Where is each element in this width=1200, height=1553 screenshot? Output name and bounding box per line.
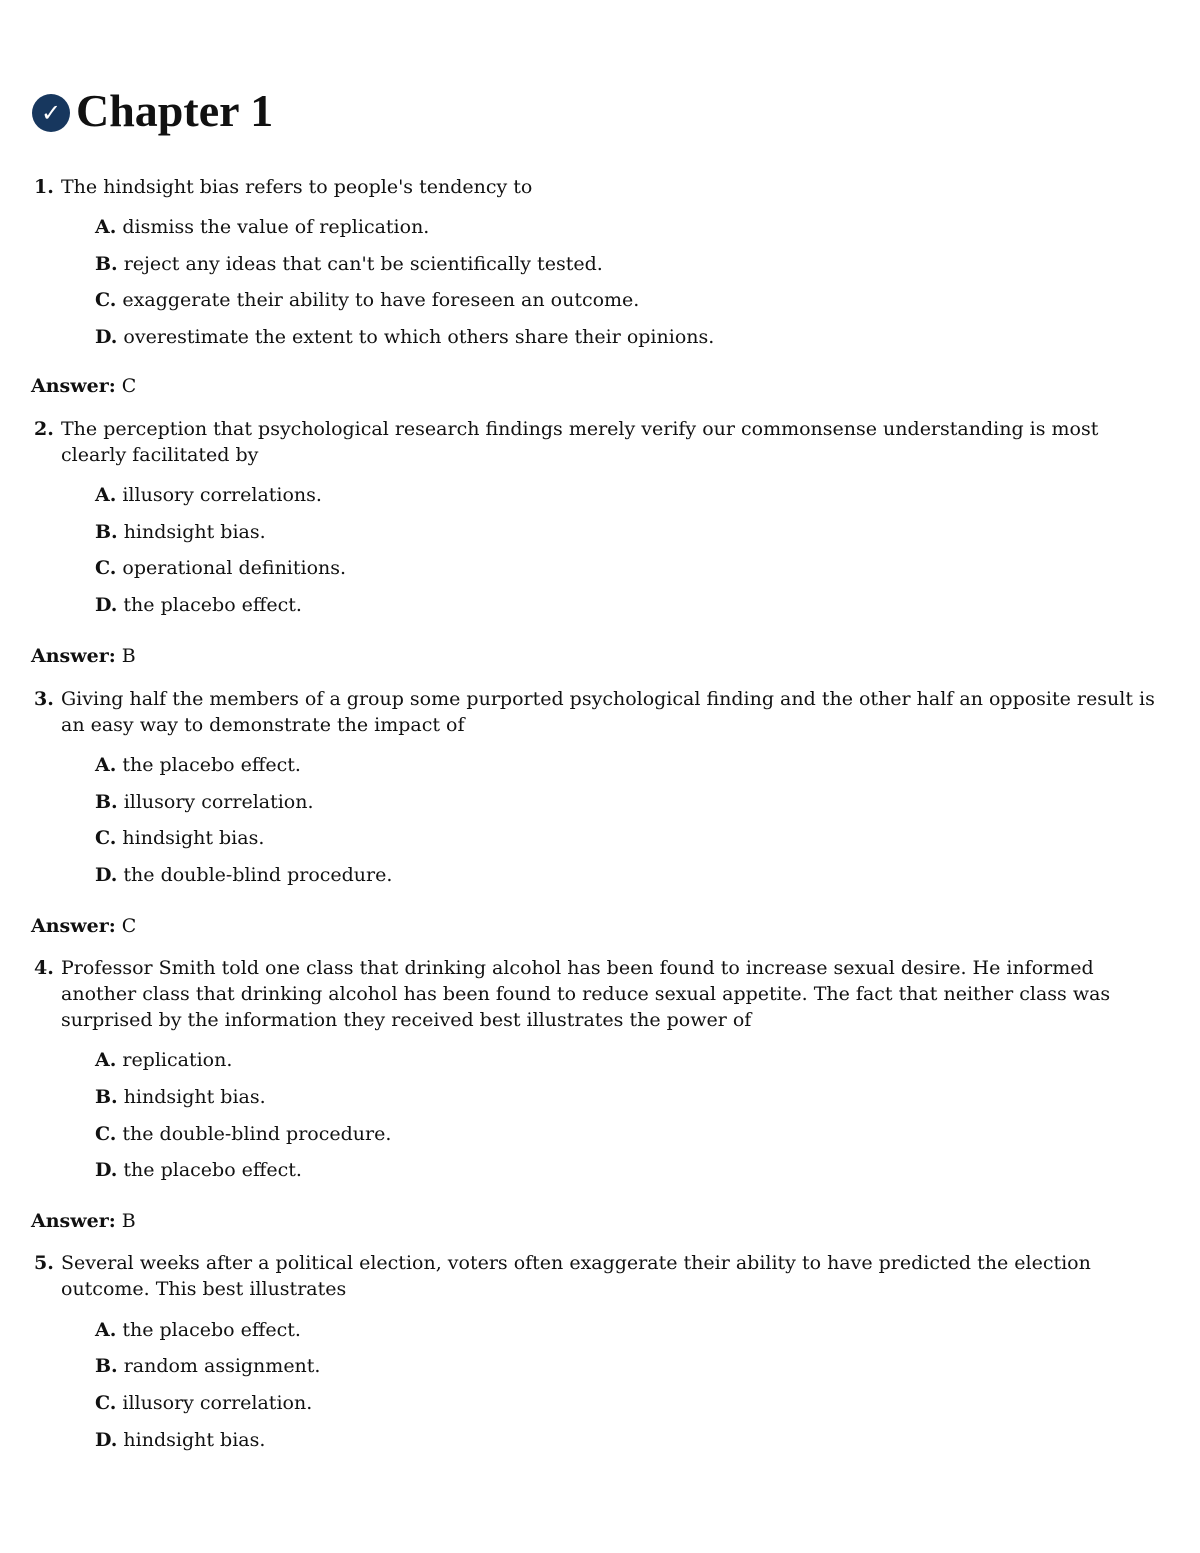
- option-text: hindsight bias.: [123, 1429, 266, 1451]
- question-3: [34, 686, 1164, 738]
- option-letter: C.: [95, 289, 117, 311]
- option-letter: A.: [95, 484, 117, 506]
- option-text: illusory correlations.: [122, 484, 322, 506]
- option-text: the double-blind procedure.: [122, 1123, 392, 1145]
- option-letter: B.: [95, 1086, 118, 1108]
- option-letter: C.: [95, 1123, 117, 1145]
- question-text: The perception that psychological research findings merely verify our commonsense understanding is most clearly facilitated by: [61, 418, 1099, 466]
- question-2: [34, 416, 1164, 468]
- option-text: the placebo effect.: [123, 1159, 302, 1181]
- answer-label: Answer:: [31, 915, 116, 937]
- option-text: overestimate the extent to which others share their opinions.: [123, 326, 715, 348]
- option-text: reject any ideas that can't be scientifically tested.: [123, 253, 603, 275]
- option-letter: A.: [95, 216, 117, 238]
- question-text: The hindsight bias refers to people's tendency to: [61, 176, 533, 198]
- option-letter: D.: [95, 864, 118, 886]
- option-c: [95, 1121, 391, 1147]
- question-number: 4.: [34, 957, 54, 979]
- option-a: [95, 214, 429, 240]
- option-a: [95, 752, 301, 778]
- option-letter: D.: [95, 1429, 118, 1451]
- option-letter: D.: [95, 1159, 118, 1181]
- option-letter: B.: [95, 1355, 118, 1377]
- option-text: dismiss the value of replication.: [122, 216, 430, 238]
- answer-value: C: [121, 915, 137, 937]
- option-b: [95, 1084, 266, 1110]
- option-text: hindsight bias.: [123, 1086, 266, 1108]
- option-text: exaggerate their ability to have foreseen an outcome.: [122, 289, 640, 311]
- option-a: [95, 1047, 232, 1073]
- answer-label: Answer:: [31, 375, 116, 397]
- option-a: [95, 482, 322, 508]
- option-letter: A.: [95, 754, 117, 776]
- answer-value: C: [121, 375, 137, 397]
- answer-2: [31, 643, 136, 669]
- option-text: illusory correlation.: [123, 791, 314, 813]
- answer-4: [31, 1208, 136, 1234]
- option-text: the placebo effect.: [122, 754, 301, 776]
- question-text: Professor Smith told one class that drinking alcohol has been found to increase sexual desire. He informed another class that drinking alcohol has been found to reduce sexual appetite. The fact that neither class was surprised by the information they received best illustrates the power of: [61, 957, 1111, 1031]
- option-c: [95, 825, 264, 851]
- option-text: replication.: [122, 1049, 233, 1071]
- checkmark-circle-icon: ✓: [32, 94, 70, 132]
- option-b: [95, 519, 266, 545]
- answer-label: Answer:: [31, 1210, 116, 1232]
- option-letter: C.: [95, 557, 117, 579]
- option-letter: B.: [95, 791, 118, 813]
- option-d: [95, 592, 302, 618]
- question-text: Giving half the members of a group some purported psychological finding and the other half an opposite result is an easy way to demonstrate the impact of: [61, 688, 1155, 736]
- option-text: the double-blind procedure.: [123, 864, 393, 886]
- option-d: [95, 862, 392, 888]
- answer-label: Answer:: [31, 645, 116, 667]
- answer-3: [31, 913, 136, 939]
- option-text: operational definitions.: [122, 557, 347, 579]
- answer-value: B: [121, 645, 136, 667]
- option-b: [95, 1353, 320, 1379]
- chapter-heading: [32, 82, 273, 138]
- option-text: the placebo effect.: [123, 594, 302, 616]
- option-text: illusory correlation.: [122, 1392, 313, 1414]
- option-d: [95, 1427, 265, 1453]
- option-text: random assignment.: [123, 1355, 321, 1377]
- option-letter: B.: [95, 521, 118, 543]
- option-letter: B.: [95, 253, 118, 275]
- answer-value: B: [121, 1210, 136, 1232]
- option-letter: A.: [95, 1049, 117, 1071]
- option-letter: A.: [95, 1319, 117, 1341]
- question-number: 1.: [34, 176, 54, 198]
- answer-1: [31, 373, 136, 399]
- option-text: hindsight bias.: [123, 521, 266, 543]
- option-d: [95, 1157, 302, 1183]
- option-c: [95, 287, 639, 313]
- option-text: the placebo effect.: [122, 1319, 301, 1341]
- option-letter: D.: [95, 326, 118, 348]
- question-4: [34, 955, 1164, 1033]
- question-number: 2.: [34, 418, 54, 440]
- option-c: [95, 1390, 312, 1416]
- option-letter: C.: [95, 827, 117, 849]
- question-number: 5.: [34, 1252, 54, 1274]
- option-letter: D.: [95, 594, 118, 616]
- option-b: [95, 789, 314, 815]
- option-a: [95, 1317, 301, 1343]
- question-text: Several weeks after a political election, voters often exaggerate their ability to have predicted the election outcome. This best illustrates: [61, 1252, 1091, 1300]
- option-text: hindsight bias.: [122, 827, 265, 849]
- option-c: [95, 555, 346, 581]
- option-d: [95, 324, 714, 350]
- chapter-title: Chapter 1: [76, 84, 274, 136]
- option-b: [95, 251, 603, 277]
- question-number: 3.: [34, 688, 54, 710]
- question-5: [34, 1250, 1164, 1302]
- question-1: [34, 174, 1164, 200]
- option-letter: C.: [95, 1392, 117, 1414]
